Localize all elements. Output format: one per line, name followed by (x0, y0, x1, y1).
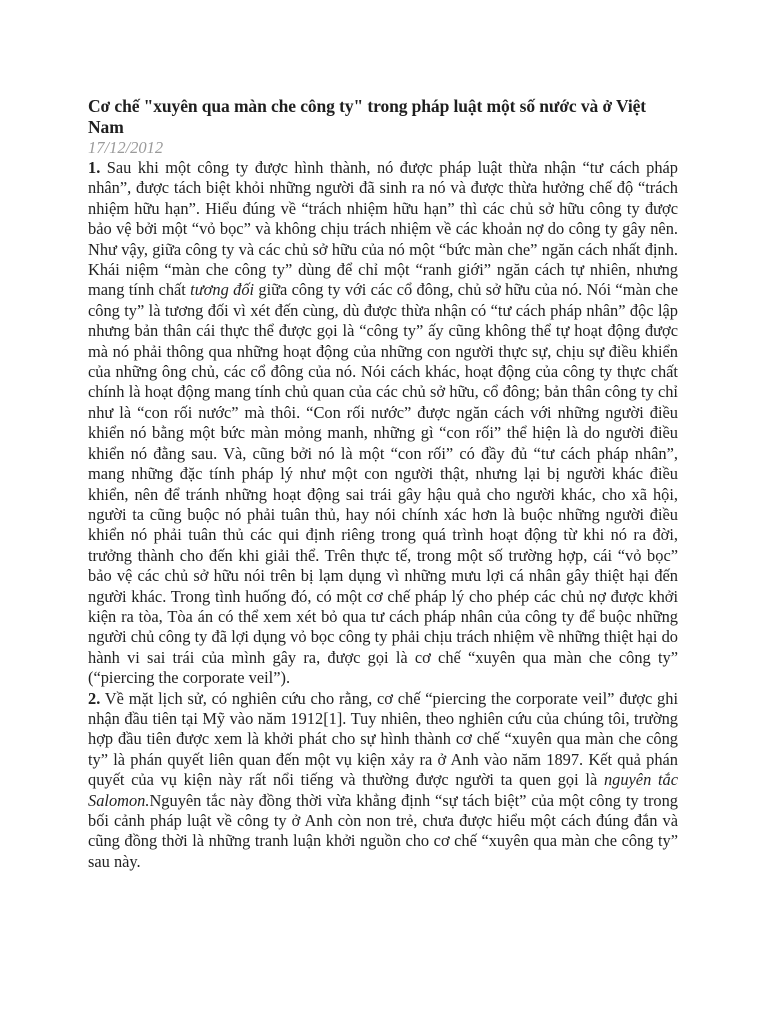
document-page (88, 96, 678, 872)
paragraph-1 (88, 158, 678, 689)
article-date: 17/12/2012 (88, 138, 164, 157)
paragraph-text: Nguyên tắc này đồng thời vừa khẳng định “sự tách biệt” của một công ty trong bối cảnh pháp luật về công ty ở Anh còn non trẻ, chưa được hiểu một cách đúng đắn và cũng đồng thời là những tranh luận khởi nguồn cho cơ chế “xuyên qua màn che công ty” sau này. (88, 790, 678, 871)
article-title: Cơ chế "xuyên qua màn che công ty" trong pháp luật một số nước và ở Việt Nam (88, 96, 647, 137)
italic-phrase: nguyên tắc Salomon. (88, 770, 679, 810)
paragraph-text: Sau khi một công ty được hình thành, nó được pháp luật thừa nhận “tư cách pháp nhân”, được tách biệt khỏi những người đã sinh ra nó và được thừa hưởng chế độ “trách nhiệm hữu hạn”. Hiểu đúng về “trách nhiệm hữu hạn” thì các chủ sở hữu công ty được bảo vệ bởi một “vỏ bọc” và không chịu trách nhiệm về các khoản nợ do công ty gây nên. Như vậy, giữa công ty và các chủ sở hữu của nó một “bức màn che” ngăn cách nhất định. Khái niệm “màn che công ty” dùng để chỉ một “ranh giới” ngăn cách tự nhiên, nhưng mang tính chất (88, 158, 678, 300)
italic-phrase: tương đối (190, 280, 255, 300)
paragraph-number: 1. (88, 158, 101, 177)
paragraph-text: giữa công ty với các cổ đông, chủ sở hữu của nó. Nói “màn che công ty” là tương đối vì xét đến cùng, dù được thừa nhận có “tư cách pháp nhân” độc lập nhưng bản thân cái thực thể được gọi là “công ty” ấy cũng không thể tự hoạt động được mà nó phải thông qua những hoạt động của những con người thực sự, chịu sự điều khiển của những ông chủ, các cổ đông của nó. Nói cách khác, hoạt động của công ty thực chất chính là hoạt động mang tính chủ quan của các chủ sở hữu, cổ đông; bản thân công ty chỉ như là “con rối nước” mà thôi. “Con rối nước” được ngăn cách với những người điều khiển nó bằng một bức màn mỏng manh, những gì “con rối” thể hiện là do người điều khiển nó đằng sau. Và, cũng bởi nó là một “con rối” có đầy đủ “tư cách pháp nhân”, mang những đặc tính pháp lý như một con người thật, nhưng lại bị người khác điều khiển, nên để tránh những hoạt động sai trái gây hậu quả cho người khác, cho xã hội, người ta cũng buộc nó phải tuân thủ, hay nói chính xác hơn là buộc những người điều khiển nó phải tuân thủ các qui định riêng trong quá trình hoạt động từ khi nó ra đời, trưởng thành cho đến khi giải thể. Trên thực tế, trong một số trường hợp, cái “vỏ bọc” bảo vệ các chủ sở hữu nói trên bị lạm dụng vì những mưu lợi cá nhân gây thiệt hại đến người khác. Trong tình huống đó, có một cơ chế pháp lý cho phép các chủ nợ được khởi kiện ra tòa, Tòa án có thể xem xét bỏ qua tư cách pháp nhân của công ty để buộc những người chủ công ty đã lợi dụng vỏ bọc công ty phải chịu trách nhiệm về những thiệt hại do hành vi sai trái của mình gây ra, được gọi là cơ chế “xuyên qua màn che công ty” (“piercing the corporate veil”). (88, 280, 678, 688)
paragraph-text: Về mặt lịch sử, có nghiên cứu cho rằng, cơ chế “piercing the corporate veil” được ghi nhận đầu tiên tại Mỹ vào năm 1912[1]. Tuy nhiên, theo nghiên cứu của chúng tôi, trường hợp đầu tiên được xem là khởi phát cho sự hình thành cơ chế “xuyên qua màn che công ty” là phán quyết liên quan đến một vụ kiện xảy ra ở Anh vào năm 1897. Kết quả phán quyết của vụ kiện này rất nổi tiếng và thường được người ta quen gọi là (88, 688, 678, 790)
paragraph-2 (88, 689, 678, 873)
paragraph-number: 2. (88, 688, 101, 708)
